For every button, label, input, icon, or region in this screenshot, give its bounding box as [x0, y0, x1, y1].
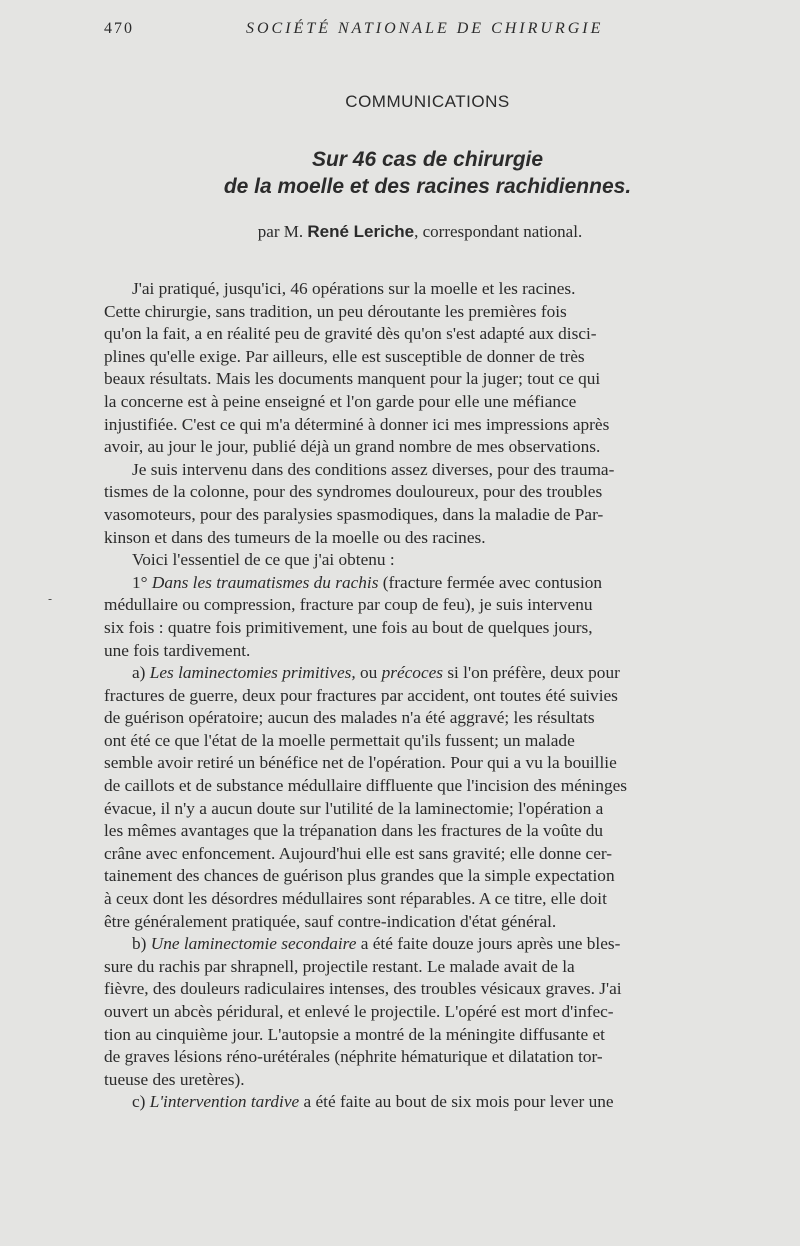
text-run: ou [355, 663, 382, 683]
margin-mark: - [48, 592, 53, 606]
section-heading: COMMUNICATIONS [345, 92, 510, 111]
text-line: avoir, au jour le jour, publié déjà un grand nombre de mes observations. [104, 437, 601, 457]
author-name: René Leriche [307, 222, 415, 241]
text-line: Cette chirurgie, sans tradition, un peu déroutante les premières fois [104, 301, 567, 321]
emphasis: Dans les traumatismes du rachis [151, 572, 379, 592]
byline-suffix: , correspondant national. [414, 222, 583, 241]
text-line [104, 572, 740, 595]
text-line: ont été ce que l'état de la moelle permettait qu'ils fussent; un malade [104, 730, 575, 750]
text-line: tainement des chances de guérison plus grandes que la simple expectation [104, 866, 615, 886]
text-run: b) [132, 934, 151, 954]
text-line: kinson et dans des tumeurs de la moelle ou des racines. [104, 527, 486, 547]
text-line: à ceux dont les désordres médullaires sont réparables. A ce titre, elle doit [104, 889, 607, 909]
text-line: de caillots et de substance médullaire diffluente que l'incision des méninges [104, 776, 628, 796]
title-line-2: de la moelle et des racines rachidiennes. [223, 175, 632, 198]
journal-title: SOCIÉTÉ NATIONALE DE CHIRURGIE [246, 20, 604, 37]
text-line [104, 933, 740, 956]
byline [0, 222, 800, 242]
article-title [0, 146, 800, 200]
text-line [104, 662, 740, 685]
text-line: beaux résultats. Mais les documents manquent pour la juger; tout ce qui [104, 369, 601, 389]
title-line-1: Sur 46 cas de chirurgie [311, 148, 544, 171]
emphasis: Une laminectomie secondaire [150, 934, 357, 954]
byline-prefix: par M. [257, 222, 304, 241]
text-line: fièvre, des douleurs radiculaires intenses, des troubles vésicaux graves. J'ai [104, 979, 622, 999]
text-line: semble avoir retiré un bénéfice net de l'opération. Pour qui a vu la bouillie [104, 753, 617, 773]
article-body [104, 278, 740, 1114]
emphasis: L'intervention tardive [149, 1092, 300, 1112]
text-run: c) [132, 1092, 150, 1112]
text-line: sure du rachis par shrapnell, projectile restant. Le malade avait de la [104, 956, 575, 976]
running-head [104, 20, 780, 44]
text-line: ouvert un abcès péridural, et enlevé le projectile. L'opéré est mort d'infec- [104, 1002, 614, 1021]
text-line: tion au cinquième jour. L'autopsie a montré de la méningite diffusante et [104, 1024, 605, 1044]
text-line: six fois : quatre fois primitivement, une fois au bout de quelques jours, [104, 617, 593, 637]
text-line: médullaire ou compression, fracture par coup de feu), je suis intervenu [104, 595, 593, 615]
text-run: si l'on préfère, deux pour [443, 663, 620, 683]
text-line: la concerne est à peine enseigné et l'on garde pour elle une méfiance [104, 391, 577, 411]
text-line: une fois tardivement. [104, 640, 251, 660]
text-line: évacue, il n'y a aucun doute sur l'utilité de la laminectomie; l'opération a [104, 798, 604, 818]
text-run: a été faite au bout de six mois pour lever une [299, 1092, 614, 1112]
text-line: les mêmes avantages que la trépanation dans les fractures de la voûte du [104, 821, 604, 841]
text-line: Je suis intervenu dans des conditions assez diverses, pour des trauma- [132, 459, 615, 479]
text-line: crâne avec enfoncement. Aujourd'hui elle est sans gravité; elle donne cer- [104, 843, 613, 863]
text-line: tismes de la colonne, pour des syndromes douloureux, pour des troubles [104, 482, 603, 502]
text-line: Voici l'essentiel de ce que j'ai obtenu : [132, 550, 395, 570]
text-run: 1° [132, 572, 152, 592]
text-line: de guérison opératoire; aucun des malades n'a été aggravé; les résultats [104, 708, 595, 728]
text-line: tueuse des uretères). [104, 1069, 245, 1089]
page-number: 470 [104, 20, 134, 37]
text-line: être généralement pratiquée, sauf contre-indication d'état général. [104, 911, 557, 931]
text-line: J'ai pratiqué, jusqu'ici, 46 opérations sur la moelle et les racines. [132, 279, 576, 298]
text-line: injustifiée. C'est ce qui m'a déterminé à donner ici mes impressions après [104, 414, 610, 434]
text-run: a été faite douze jours après une bles- [356, 934, 621, 954]
text-run: a) [132, 663, 150, 683]
text-run: (fracture fermée avec contusion [378, 572, 603, 592]
text-line: fractures de guerre, deux pour fractures par accident, ont toutes été suivies [104, 685, 618, 705]
text-line: qu'on la fait, a en réalité peu de gravité dès qu'on s'est adapté aux disci- [104, 324, 597, 344]
emphasis: précoces [381, 663, 444, 683]
text-line: de graves lésions réno-urétérales (néphrite hématurique et dilatation tor- [104, 1047, 603, 1067]
emphasis: Les laminectomies primitives, [149, 663, 356, 683]
text-line: vasomoteurs, pour des paralysies spasmodiques, dans la maladie de Par- [104, 504, 604, 524]
text-line: plines qu'elle exige. Par ailleurs, elle est susceptible de donner de très [104, 346, 585, 366]
text-line [104, 1091, 740, 1114]
